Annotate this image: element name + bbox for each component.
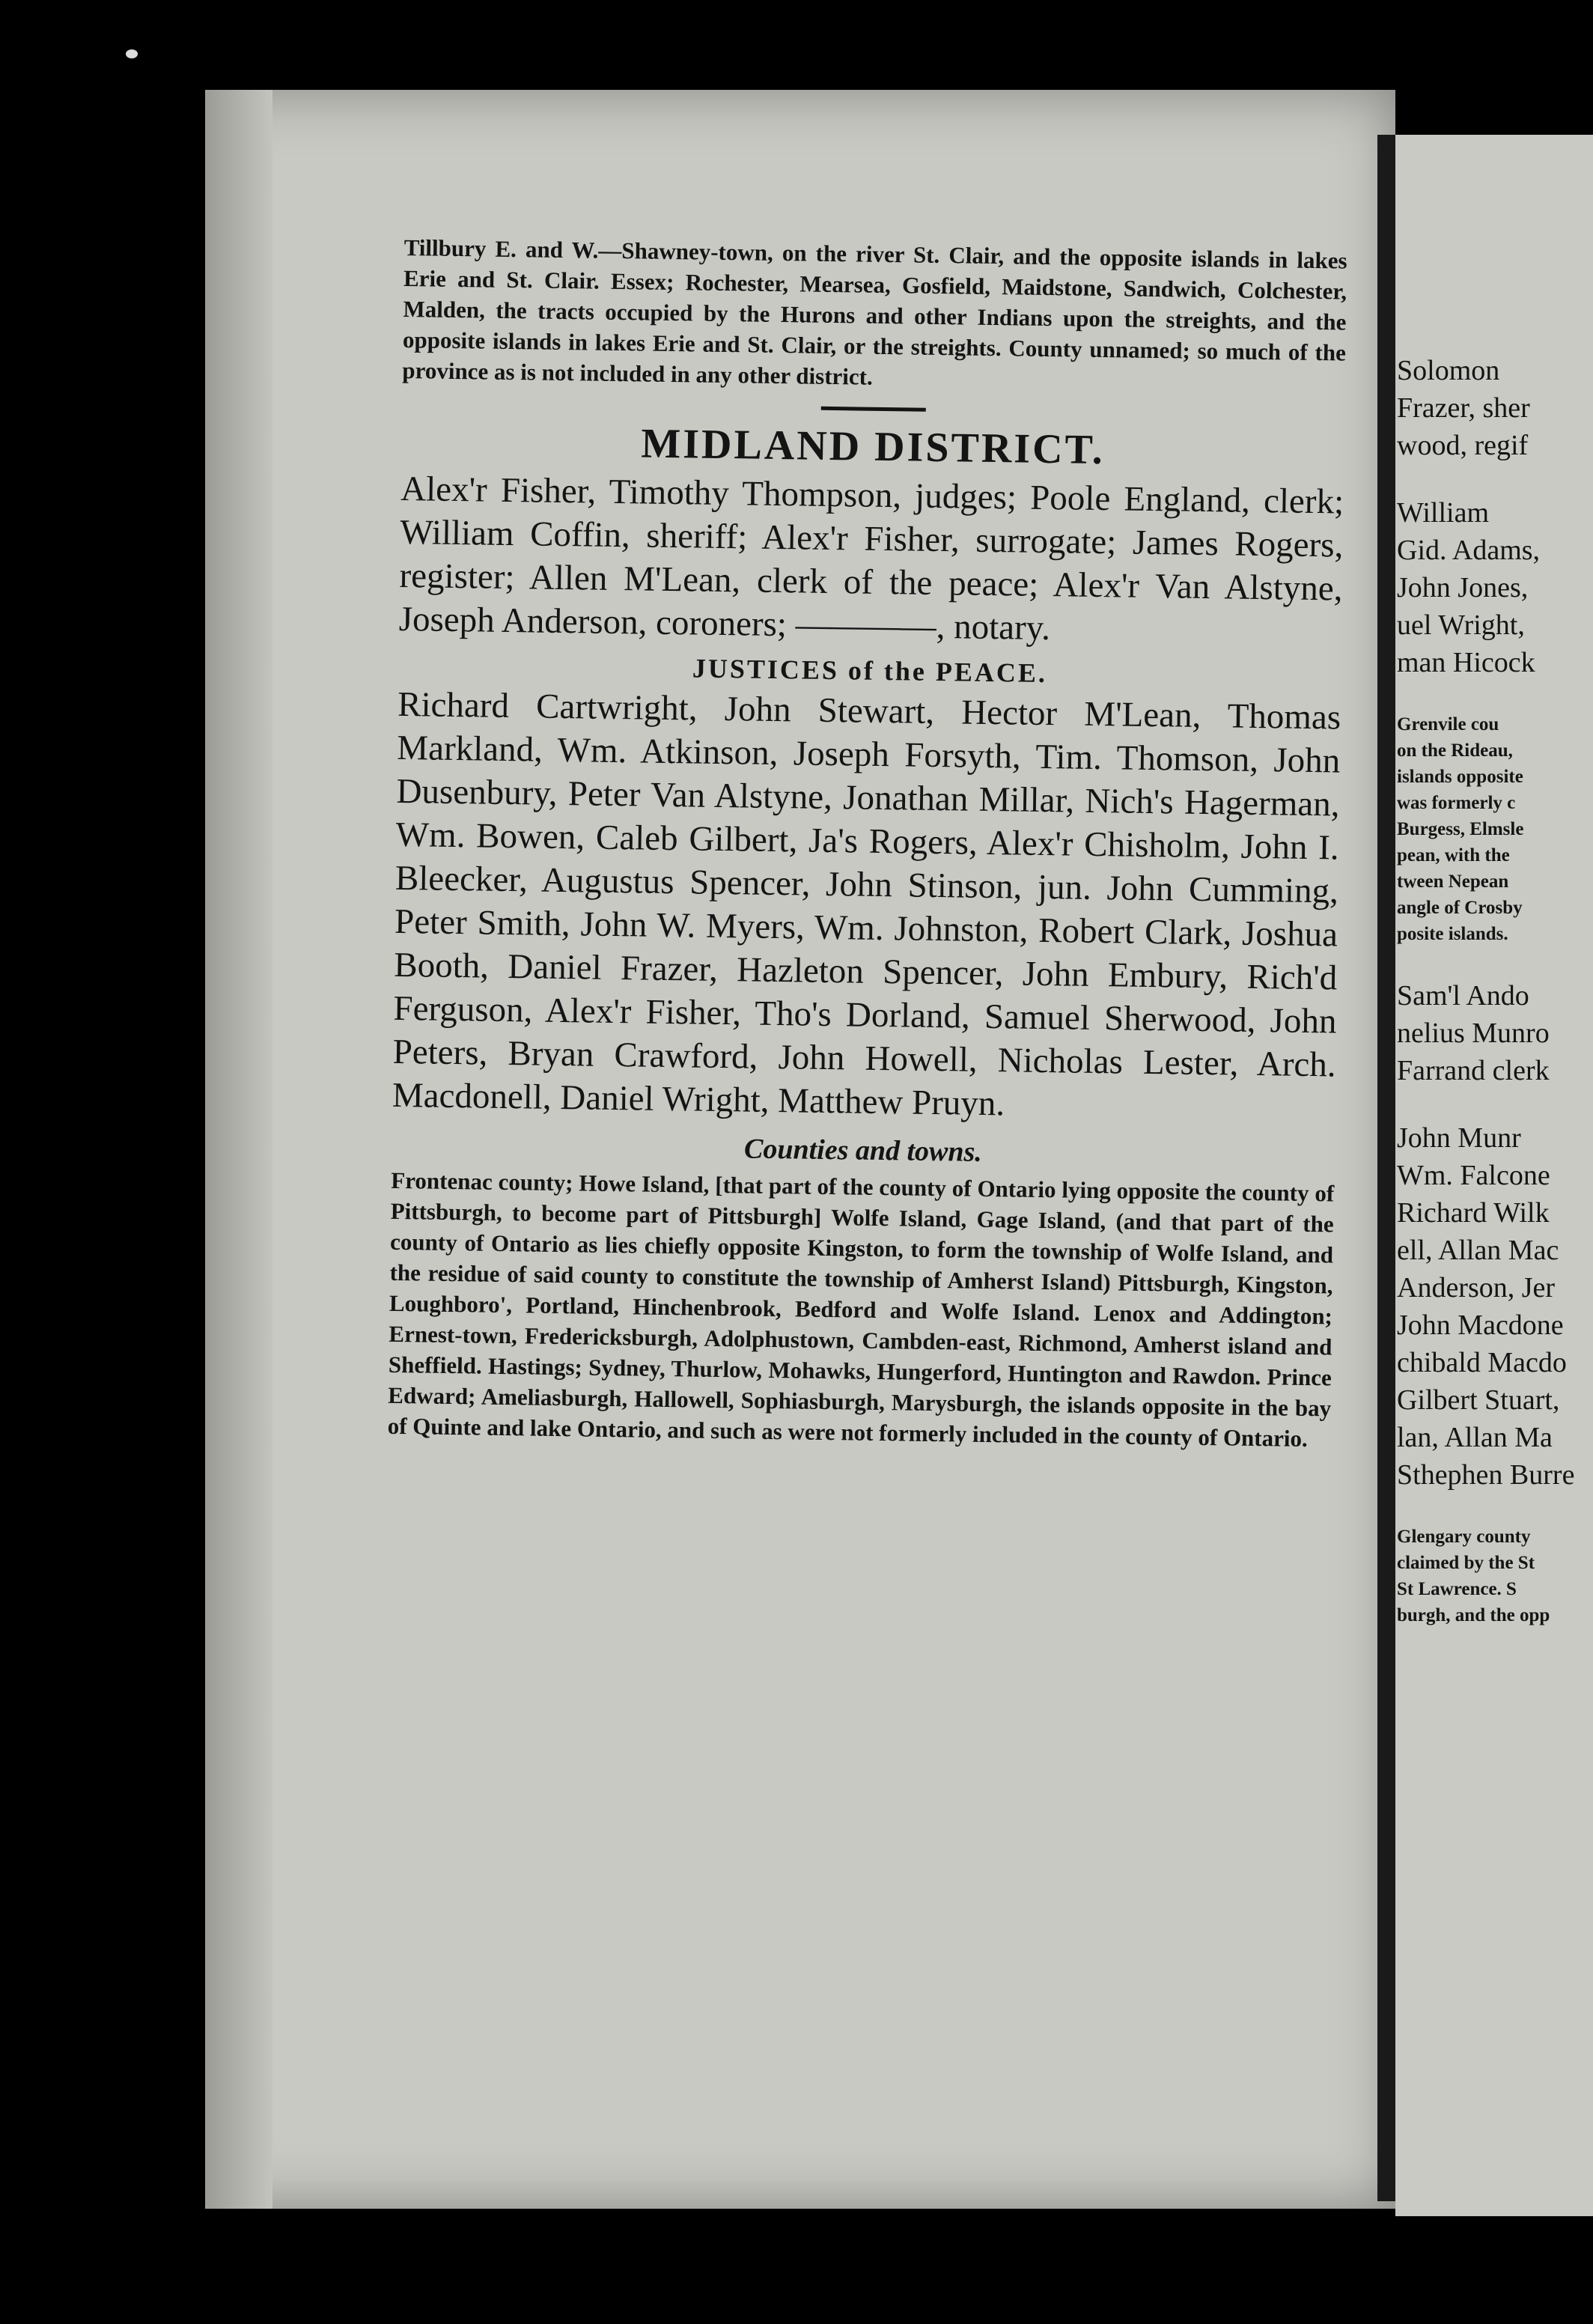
right-line: Frazer, sher bbox=[1397, 392, 1530, 424]
right-line: Farrand clerk bbox=[1397, 1055, 1550, 1086]
right-line: claimed by the St bbox=[1397, 1553, 1535, 1573]
right-line: St Lawrence. S bbox=[1397, 1579, 1517, 1599]
right-line: Grenvile cou bbox=[1397, 714, 1499, 734]
right-page-text bbox=[1397, 352, 1592, 1628]
right-block-6 bbox=[1397, 1524, 1592, 1628]
right-line: Wm. Falcone bbox=[1397, 1160, 1550, 1191]
section-rule bbox=[821, 407, 926, 412]
left-page-text bbox=[387, 232, 1347, 1454]
intro-paragraph: Tillbury E. and W.—Shawney-town, on the river St. Clair, and the opposite islands in lakes Erie and St. Clair. Essex; Rochester, Mearsea, Gosfield, Maidstone, Sandwich, Colchester, Malden, the tracts occupied by the Hurons and other Indians upon the streights, and the opposite islands in lakes Erie and St. Clair, or the streights. County unnamed; so much of the province as is not included in any other district. bbox=[402, 234, 1347, 390]
justices-heading: JUSTICES of the PEACE. bbox=[692, 653, 1048, 689]
right-line: John Munr bbox=[1397, 1122, 1521, 1154]
right-line: posite islands. bbox=[1397, 924, 1508, 944]
right-line: nelius Munro bbox=[1397, 1017, 1550, 1049]
right-line: Burgess, Elmsle bbox=[1397, 819, 1524, 839]
right-line: John Jones, bbox=[1397, 572, 1529, 603]
right-block-1 bbox=[1397, 352, 1592, 464]
right-block-2 bbox=[1397, 494, 1592, 681]
right-line: islands opposite bbox=[1397, 767, 1523, 787]
right-block-5 bbox=[1397, 1119, 1592, 1494]
right-line: Gid. Adams, bbox=[1397, 535, 1541, 566]
right-line: Glengary county bbox=[1397, 1527, 1531, 1547]
right-line: uel Wright, bbox=[1397, 609, 1525, 641]
right-line: burgh, and the opp bbox=[1397, 1605, 1550, 1625]
right-line: on the Rideau, bbox=[1397, 740, 1513, 761]
district-title: MIDLAND DISTRICT. bbox=[640, 420, 1106, 474]
counties-paragraph: Frontenac county; Howe Island, [that part of the county of Ontario lying opposite the county of Pittsburgh, to become part of Pittsburgh] Wolfe Island, Gage Island, (and that part of the county of Ontario as lies chiefly opposite Kingston, to form the township of Wolfe Island, and the residue of said county to constitute the township of Amherst Island) Pittsburgh, Kingston, Loughboro', Portland, Hinchenbrook, Bedford and Wolfe Island. Lenox and Addington; Ernest-town, Fredericksburgh, Adolphustown, Cambden-east, Richmond, Amherst island and Sheffield. Hastings; Sydney, Thurlow, Mohawks, Hungerford, Huntington and Rawdon. Prince Edward; Ameliasburgh, Hallowell, Sophiasburgh, Marysburgh, the islands opposite in the bay of Quinte and lake Ontario, and such as were not formerly included in the county of Ontario. bbox=[387, 1166, 1335, 1452]
right-line: man Hicock bbox=[1397, 647, 1535, 678]
right-line: Sam'l Ando bbox=[1397, 980, 1529, 1012]
right-line: lan, Allan Ma bbox=[1397, 1422, 1553, 1453]
right-line: ell, Allan Mac bbox=[1397, 1235, 1559, 1266]
right-line: Sthephen Burre bbox=[1397, 1459, 1575, 1491]
right-line: was formerly c bbox=[1397, 793, 1516, 813]
right-line: tween Nepean bbox=[1397, 872, 1509, 892]
right-line: Gilbert Stuart, bbox=[1397, 1384, 1560, 1416]
film-speck bbox=[126, 49, 138, 58]
counties-heading: Counties and towns. bbox=[743, 1133, 983, 1168]
right-block-3 bbox=[1397, 711, 1592, 947]
officers-paragraph: Alex'r Fisher, Timothy Thompson, judges; Poole England, clerk; William Coffin, sheriff; Alex'r Fisher, surrogate; James Rogers, register; Allen M'Lean, clerk of the peace; Alex'r Van Alstyne, Joseph Anderson, coroners; ————, notary. bbox=[398, 469, 1344, 648]
right-line: Anderson, Jer bbox=[1397, 1272, 1556, 1304]
right-line: wood, regif bbox=[1397, 430, 1529, 461]
right-line: Solomon bbox=[1397, 355, 1500, 386]
right-line: angle of Crosby bbox=[1397, 898, 1523, 918]
justices-paragraph: Richard Cartwright, John Stewart, Hector M'Lean, Thomas Markland, Wm. Atkinson, Joseph Forsyth, Tim. Thomson, John Dusenbury, Peter Van Alstyne, Jonathan Millar, Nich's Hagerman, Wm. Bowen, Caleb Gilbert, Ja's Rogers, Alex'r Chisholm, John I. Bleecker, Augustus Spencer, John Stinson, jun. John Cumming, Peter Smith, John W. Myers, Wm. Johnston, Robert Clark, Joshua Booth, Daniel Frazer, Hazleton Spencer, John Embury, Rich'd Ferguson, Alex'r Fisher, Tho's Dorland, Samuel Sherwood, John Peters, Bryan Crawford, John Howell, Nicholas Lester, Arch. Macdonell, Daniel Wright, Matthew Pruyn. bbox=[392, 684, 1341, 1124]
right-line: John Macdone bbox=[1397, 1309, 1564, 1341]
right-line: pean, with the bbox=[1397, 845, 1510, 866]
right-line: William bbox=[1397, 497, 1489, 529]
right-line: Richard Wilk bbox=[1397, 1197, 1550, 1229]
right-block-4 bbox=[1397, 977, 1592, 1089]
right-line: chibald Macdo bbox=[1397, 1347, 1567, 1378]
